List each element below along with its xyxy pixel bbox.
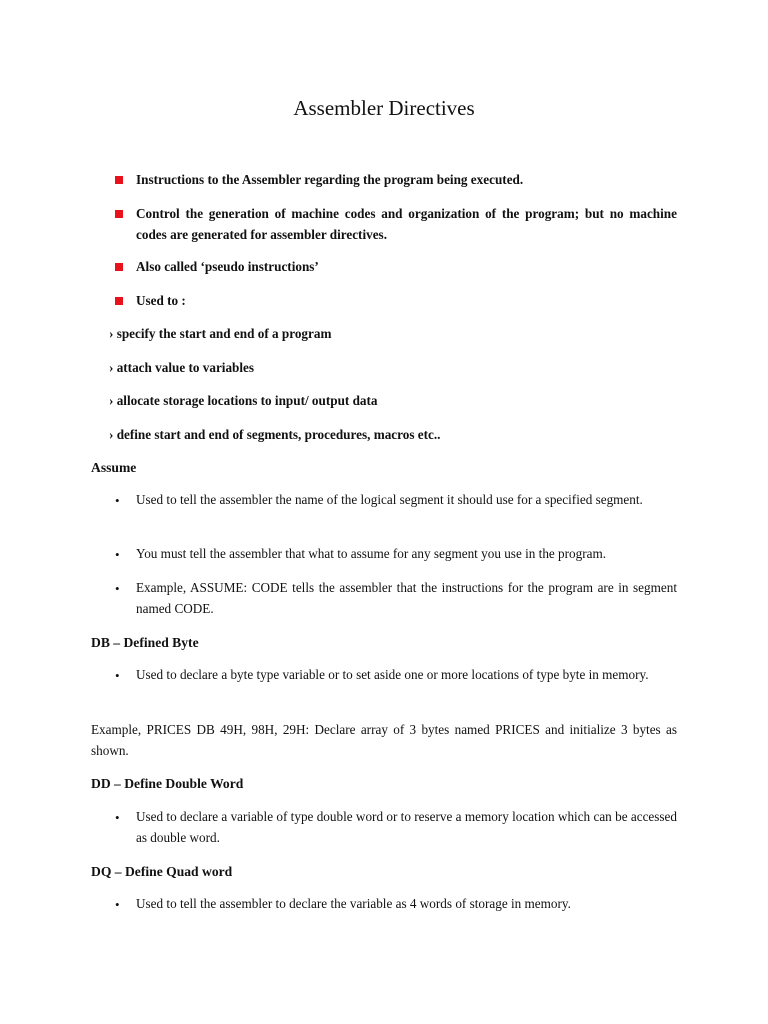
bullet-text: Used to declare a variable of type double word or to reserve a memory location which can be accessed as double word. (136, 809, 677, 845)
red-square-bullet-icon (115, 210, 123, 218)
use-item: › attach value to variables (109, 360, 255, 375)
intro-item: Also called ‘pseudo instructions’ (136, 259, 319, 274)
bullet-dot-icon: • (115, 668, 120, 683)
bullet-dot-icon: • (115, 547, 120, 562)
section-heading-db: DB – Defined Byte (91, 635, 199, 650)
bullet-dot-icon: • (115, 493, 120, 508)
section-heading-dq: DQ – Define Quad word (91, 864, 233, 879)
use-item: › define start and end of segments, procedures, macros etc.. (109, 427, 441, 442)
red-square-bullet-icon (115, 176, 123, 184)
bullet-text: Used to tell the assembler to declare the variable as 4 words of storage in memory. (136, 896, 571, 911)
intro-item: Used to : (136, 293, 186, 308)
use-item: › allocate storage locations to input/ output data (109, 393, 378, 408)
bullet-dot-icon: • (115, 581, 120, 596)
bullet-text: Used to declare a byte type variable or to set aside one or more locations of type byte in memory. (136, 667, 649, 682)
red-square-bullet-icon (115, 297, 123, 305)
bullet-text: You must tell the assembler that what to assume for any segment you use in the program. (136, 546, 607, 561)
section-heading-dd: DD – Define Double Word (91, 776, 244, 791)
intro-item: Control the generation of machine codes and organization of the program; but no machine codes are generated for assembler directives. (136, 206, 677, 242)
intro-item: Instructions to the Assembler regarding the program being executed. (136, 172, 524, 187)
use-item: › specify the start and end of a program (109, 326, 332, 341)
bullet-text: Used to tell the assembler the name of the logical segment it should use for a specified segment. (136, 492, 643, 507)
red-square-bullet-icon (115, 263, 123, 271)
bullet-dot-icon: • (115, 810, 120, 825)
bullet-dot-icon: • (115, 897, 120, 912)
bullet-text: Example, ASSUME: CODE tells the assembler that the instructions for the program are in segment named CODE. (136, 580, 677, 616)
page-title: Assembler Directives (293, 96, 475, 120)
example-paragraph: Example, PRICES DB 49H, 98H, 29H: Declare array of 3 bytes named PRICES and initialize 3 bytes as shown. (91, 722, 677, 758)
section-heading-assume: Assume (91, 460, 137, 475)
